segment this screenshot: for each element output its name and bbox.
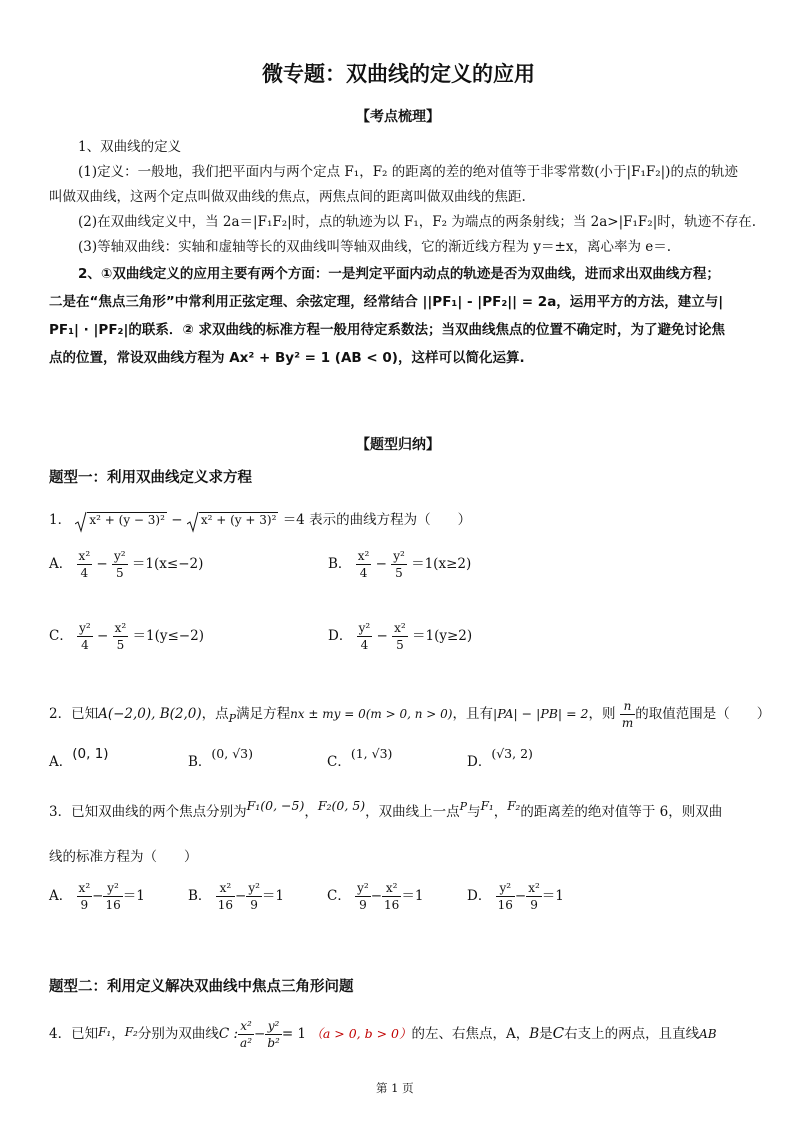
q4-post3: 右支上的两点，且直线 (564, 1026, 700, 1042)
option-label: A． (49, 888, 73, 904)
q4-pre: 4．已知 (49, 1026, 99, 1042)
fraction: $\frac{\text{x²}}{9}$ (528, 881, 540, 912)
option-3D[interactable] (467, 880, 564, 913)
q4-condition: （a > 0, b > 0） (310, 1026, 412, 1041)
fraction: $\frac{\text{x²}}{16}$ (217, 881, 233, 912)
q4-mid: 分别为双曲线 (137, 1026, 219, 1042)
q4-point-b: B (529, 1026, 540, 1042)
option-1D[interactable] (328, 620, 472, 653)
question-1-text: ＝4 表示的曲线方程为（ ） (282, 512, 472, 528)
q3-post: 的距离差的绝对值等于 6，则双曲 (520, 804, 723, 820)
operator: − (96, 556, 108, 572)
option-value: (0, √3) (211, 746, 253, 761)
operator: − (514, 888, 527, 904)
operator: − (370, 888, 383, 904)
equals-one: ＝1 (122, 888, 145, 904)
fraction: $\frac{\text{y²}}{\text{b²}}$ (267, 1019, 280, 1050)
q2-mid2: 满足方程 (236, 706, 291, 722)
fraction: $\frac{\text{y²}}{5}$ (114, 549, 126, 580)
option-1A[interactable] (49, 548, 203, 581)
q4-curve-c: C : (218, 1026, 239, 1042)
application-line-4: 点的位置，常设双曲线方程为 Ax² + By² = 1 (AB < 0)，这样可以简化运算. (49, 350, 525, 366)
fraction: $\frac{\text{y²}}{16}$ (105, 881, 121, 912)
fraction: $\frac{\text{x²}}{4}$ (357, 549, 370, 580)
option-2B[interactable] (188, 746, 253, 770)
q3-mid2: 与 (467, 804, 481, 820)
operator: − (97, 628, 109, 644)
option-label: C． (49, 628, 73, 644)
q4-post2: 是 (539, 1026, 553, 1042)
page-title: 微专题：双曲线的定义的应用 (262, 62, 535, 86)
application-line-3: PF₁| · |PF₂|的联系．② 求双曲线的标准方程一般用待定系数法；当双曲线焦点的位置不确定时，为了避免讨论焦 (49, 322, 726, 338)
type-two-heading: 题型二：利用定义解决双曲线中焦点三角形问题 (49, 979, 354, 995)
fraction: $\frac{\text{x²}}{9}$ (78, 881, 91, 912)
q2-mid: ，点 (201, 706, 229, 722)
q3-mid: ，双曲线上一点 (365, 804, 460, 820)
q2-mid3: ，且有 (452, 706, 493, 722)
type-one-heading: 题型一：利用双曲线定义求方程 (49, 470, 252, 486)
application-line-2: 二是在“焦点三角形”中常利用正弦定理、余弦定理，经常结合 ||PF₁| - |PF₂|| = 2a，运用平方的方法，建立与| (49, 294, 724, 310)
fraction: $\frac{\text{y²}}{9}$ (248, 881, 260, 912)
option-value: (0, 1) (72, 746, 109, 762)
option-label: B． (188, 888, 212, 904)
fraction: $\frac{\text{x²}}{\text{a²}}$ (240, 1019, 253, 1050)
fraction: $\frac{\text{y²}}{5}$ (393, 549, 405, 580)
q3-comma2: ， (493, 804, 508, 820)
question-4-stem (49, 1018, 717, 1051)
option-3C[interactable] (327, 880, 423, 913)
option-2D[interactable] (467, 746, 533, 770)
q3-focus-1: F₁(0, −5) (246, 798, 305, 813)
q3-focus-2: F₂(0, 5) (317, 798, 366, 813)
option-value: (1, √3) (350, 746, 393, 761)
sqrt-icon (75, 511, 87, 531)
q4-line-ab: AB (699, 1027, 717, 1041)
application-line-1: 2、①双曲线定义的应用主要有两个方面：一是判定平面内动点的轨迹是否为双曲线，进而求出双曲线方程； (78, 266, 720, 282)
radicand-2: x² + (y + 3)² (200, 513, 277, 527)
q3-focus-2b: F₂ (507, 799, 521, 813)
definition-line-1: (1)定义：一般地，我们把平面内与两个定点 F₁，F₂ 的距离的差的绝对值等于非零常数(小于|F₁F₂|)的点的轨迹 (78, 164, 738, 180)
definition-line-2: 叫做双曲线，这两个定点叫做双曲线的焦点，两焦点间的距离叫做双曲线的焦距. (49, 189, 526, 205)
q4-post1: 的左、右焦点，A， (411, 1026, 530, 1042)
option-value: (√3, 2) (491, 746, 533, 761)
option-label: C． (327, 888, 351, 904)
option-label: B． (328, 556, 352, 572)
q3-comma: ， (304, 804, 318, 820)
q3-point-p: P (459, 800, 468, 813)
q4-focus-2: F₂ (124, 1025, 138, 1039)
operator: − (376, 628, 388, 644)
q4-curve-c2: C (552, 1024, 565, 1042)
fraction: $\frac{n}{m}$ (621, 699, 634, 730)
option-label: C． (327, 754, 351, 770)
fraction: $\frac{\text{x²}}{5}$ (394, 621, 406, 652)
fraction: $\frac{\text{x²}}{5}$ (114, 621, 127, 652)
operator: − (375, 556, 387, 572)
fraction: $\frac{\text{y²}}{9}$ (357, 881, 369, 912)
option-label: D． (328, 628, 353, 644)
definition-heading: 1、双曲线的定义 (78, 139, 182, 155)
option-tail: ＝1(x≥2) (411, 556, 472, 572)
q3-pre: 3．已知双曲线的两个焦点分别为 (49, 804, 247, 820)
q3-focus-1b: F₁ (480, 799, 494, 813)
radicand-1: x² + (y − 3)² (89, 513, 165, 527)
fraction: $\frac{\text{y²}}{4}$ (358, 621, 371, 652)
definition-line-3: (2)在双曲线定义中，当 2a＝|F₁F₂|时，点的轨迹为以 F₁，F₂ 为端点的两条射线；当 2a>|F₁F₂|时，轨迹不存在. (78, 214, 757, 230)
equals-one: ＝1 (541, 888, 564, 904)
fraction: $\frac{\text{y²}}{4}$ (79, 621, 91, 652)
option-2A[interactable] (49, 746, 109, 770)
question-3-line2: 线的标准方程为（ ） (49, 849, 198, 865)
equals-one: = 1 (281, 1026, 307, 1042)
q2-point-p: P (228, 712, 237, 725)
section-heading-types: 【题型归纳】 (356, 437, 440, 453)
operator: − (92, 888, 104, 904)
q4-focus-1: F₁ (98, 1025, 112, 1039)
question-1-stem (49, 508, 471, 531)
option-label: D． (467, 754, 492, 770)
operator: − (254, 1026, 266, 1042)
minus-sign: − (171, 512, 183, 528)
page-number: 第 1 页 (376, 1081, 414, 1095)
option-label: A． (49, 754, 73, 770)
question-3-stem (49, 800, 722, 820)
equals-one: ＝1 (261, 888, 284, 904)
equals-one: ＝1 (401, 888, 424, 904)
q2-pre: 2．已知 (49, 706, 99, 722)
question-number: 1． (49, 512, 72, 528)
q2-equation: nx ± my = 0(m > 0, n > 0) (290, 707, 453, 721)
sqrt-icon (187, 511, 199, 531)
option-label: B． (188, 754, 212, 770)
fraction: $\frac{\text{x²}}{4}$ (78, 549, 91, 580)
option-tail: ＝1(y≥2) (412, 628, 473, 644)
operator: − (235, 888, 247, 904)
q2-condition: |PA| − |PB| = 2 (492, 706, 589, 721)
option-3B[interactable] (188, 880, 284, 913)
fraction: $\frac{\text{y²}}{16}$ (497, 881, 513, 912)
option-2C[interactable] (327, 746, 393, 770)
option-label: D． (467, 888, 492, 904)
section-heading-review: 【考点梳理】 (356, 109, 440, 125)
option-tail: ＝1(y≤−2) (132, 628, 204, 644)
option-1C[interactable] (49, 620, 204, 653)
option-3A[interactable] (49, 880, 145, 913)
fraction: $\frac{\text{x²}}{16}$ (384, 881, 400, 912)
q4-comma: ， (111, 1026, 125, 1042)
definition-line-4: (3)等轴双曲线：实轴和虚轴等长的双曲线叫等轴双曲线，它的渐近线方程为 y＝±x，离心率为 e＝. (78, 239, 672, 255)
option-tail: ＝1(x≤−2) (131, 556, 204, 572)
option-1B[interactable] (328, 548, 471, 581)
q2-post: 的取值范围是（ ） (635, 706, 771, 722)
question-2-stem (49, 698, 770, 731)
q2-mid4: ，则 (588, 706, 616, 722)
q2-points: A(−2,0), B(2,0) (98, 706, 202, 722)
option-label: A． (49, 556, 73, 572)
